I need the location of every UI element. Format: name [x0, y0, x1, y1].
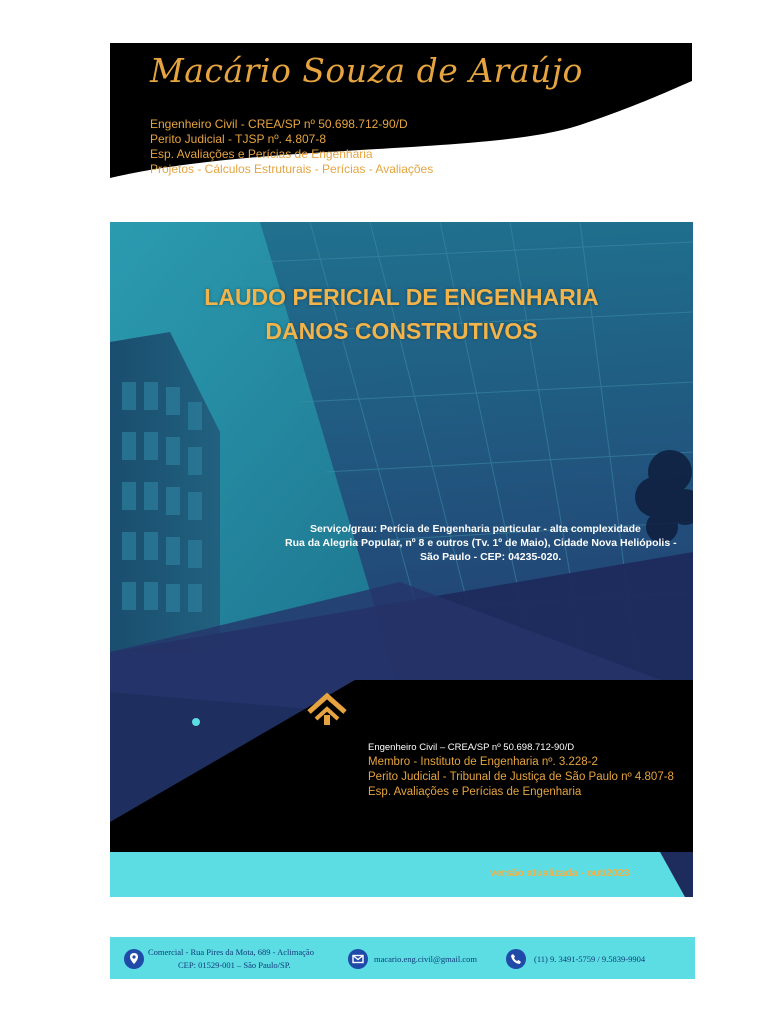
footer-phone[interactable]: (11) 9. 3491-5759 / 9.5839-9904	[534, 954, 646, 964]
cover-service-line: Serviço/grau: Perícia de Engenharia particular - alta complexidade	[310, 523, 641, 535]
location-pin-icon	[124, 949, 144, 969]
cover-signature: Macário Souza de Araújo	[368, 692, 567, 711]
header-line-perito: Perito Judicial - TJSP nº. 4.807-8	[150, 132, 327, 146]
cover-specialty: Esp. Avaliações e Perícias de Engenharia	[368, 786, 582, 798]
footer-address-line2: CEP: 01529-001 – São Paulo/SP.	[178, 960, 291, 970]
footer-contact-bar	[110, 937, 695, 979]
cover-title-line2: DANOS CONSTRUTIVOS	[265, 318, 538, 344]
cover-credential: Engenheiro Civil – CREA/SP nº 50.698.712-90/D	[368, 742, 575, 753]
cover-cep-line: São Paulo - CEP: 04235-020.	[420, 551, 562, 563]
cover-version: versão atualizada - out/2023	[490, 867, 630, 879]
company-logo-icon	[307, 692, 347, 726]
header-line-services: Projetos - Cálculos Estruturais - Perícias - Avaliações	[150, 162, 434, 176]
cover-membership: Membro - Instituto de Engenharia nº. 3.228-2	[368, 756, 598, 768]
header-line-specialty: Esp. Avaliações e Perícias de Engenharia	[150, 147, 373, 161]
cover-page	[110, 222, 693, 897]
header-banner	[110, 43, 692, 191]
email-icon	[348, 949, 368, 969]
cover-address-line: Rua da Alegria Popular, nº 8 e outros (Tv. 1º de Maio), Cidade Nova Heliópolis -	[285, 537, 677, 549]
phone-icon	[506, 949, 526, 969]
cover-perito-line: Perito Judicial - Tribunal de Justiça de São Paulo nº 4.807-8	[368, 771, 674, 783]
cover-title-line1: LAUDO PERICIAL DE ENGENHARIA	[204, 284, 599, 310]
header-line-crea: Engenheiro Civil - CREA/SP nº 50.698.712-90/D	[150, 117, 408, 131]
header-signature: Macário Souza de Araújo	[150, 51, 583, 90]
footer-address-line1: Comercial - Rua Pires da Mota, 689 - Aclimação	[148, 947, 314, 957]
footer-email[interactable]: macario.eng.civil@gmail.com	[374, 954, 477, 964]
